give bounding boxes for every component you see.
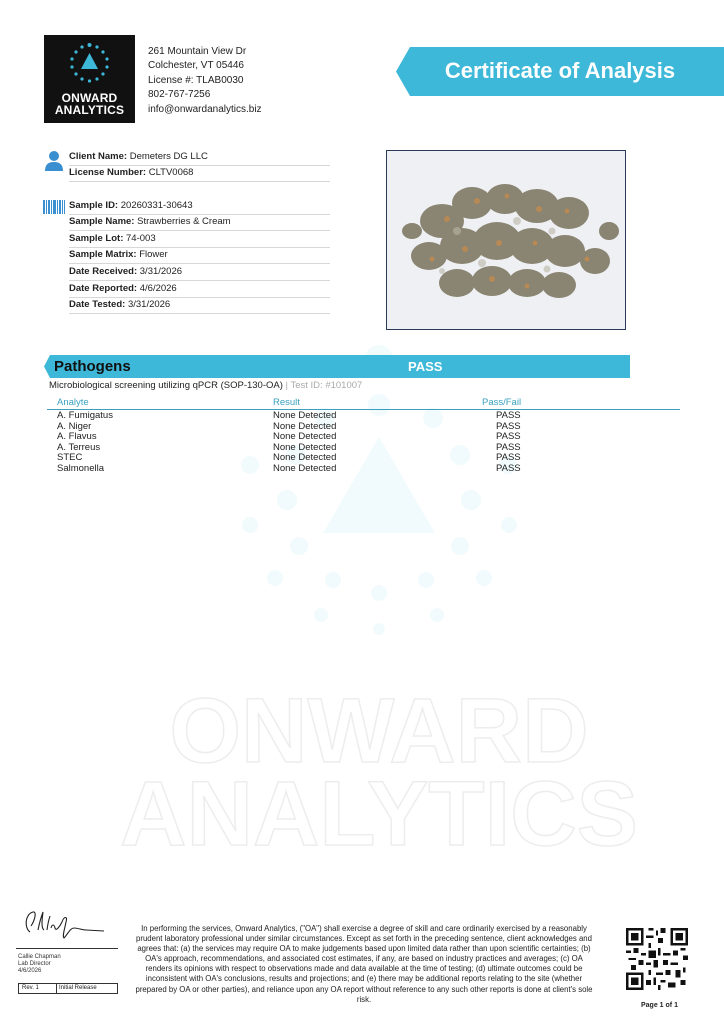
signer-date: 4/6/2026 bbox=[18, 968, 42, 975]
sample-photo bbox=[386, 150, 626, 330]
date-received-row: Date Received: 3/31/2026 bbox=[69, 264, 330, 281]
date-reported-row: Date Reported: 4/6/2026 bbox=[69, 281, 330, 298]
test-id: Test ID: #101007 bbox=[290, 380, 363, 391]
phone: 802-767-7256 bbox=[148, 89, 211, 101]
revision-box bbox=[18, 983, 118, 994]
signer-name: Callie Chapman bbox=[18, 954, 61, 960]
signature bbox=[16, 906, 116, 942]
table-row: A. Fumigatus None Detected PASS bbox=[57, 410, 521, 421]
sample-lot-row: Sample Lot: 74-003 bbox=[69, 231, 330, 248]
signature-line bbox=[16, 948, 118, 949]
header-divider bbox=[47, 409, 680, 410]
email-link[interactable]: info@onwardanalytics.biz bbox=[148, 103, 262, 115]
company-address bbox=[148, 45, 262, 117]
col-header-pass-fail: Pass/Fail bbox=[482, 397, 522, 408]
revision-note: Initial Release bbox=[59, 985, 97, 991]
col-header-analyte: Analyte bbox=[57, 397, 89, 408]
pathogens-banner bbox=[44, 355, 630, 378]
watermark-line2: ANALYTICS bbox=[120, 763, 638, 865]
pathogens-title: Pathogens bbox=[54, 358, 131, 375]
revision-number: Rev. 1 bbox=[22, 985, 39, 991]
page-number: Page 1 of 1 bbox=[641, 1002, 678, 1009]
barcode-icon bbox=[43, 200, 65, 214]
client-name-row: Client Name: Demeters DG LLC bbox=[69, 149, 330, 166]
table-row: A. Flavus None Detected PASS bbox=[57, 431, 521, 442]
table-row: A. Terreus None Detected PASS bbox=[57, 441, 521, 453]
pathogens-status: PASS bbox=[408, 359, 443, 374]
pathogens-method: Microbiological screening utilizing qPCR (SOP-130-OA) | Test ID: #101007 bbox=[49, 380, 363, 391]
table-row: A. Niger None Detected PASS bbox=[57, 420, 521, 432]
address-line1: 261 Mountain View Dr bbox=[148, 46, 247, 57]
signer-title: Lab Director bbox=[18, 961, 51, 968]
watermark-line1: ONWARD bbox=[169, 680, 589, 782]
sample-name-row: Sample Name: Strawberries & Cream bbox=[69, 214, 330, 231]
person-icon bbox=[44, 150, 64, 172]
logo-wordmark: ONWARD ANALYTICS bbox=[54, 91, 125, 117]
signer-block bbox=[18, 954, 61, 976]
lab-license: License #: TLAB0030 bbox=[148, 74, 244, 86]
col-header-result: Result bbox=[273, 397, 300, 408]
page-title: Certificate of Analysis bbox=[444, 58, 676, 83]
sample-matrix-row: Sample Matrix: Flower bbox=[69, 247, 330, 264]
date-tested-row: Date Tested: 3/31/2026 bbox=[69, 297, 330, 314]
logo-mark-icon bbox=[44, 35, 135, 95]
qr-code[interactable] bbox=[626, 928, 688, 990]
client-license-row: License Number: CLTV0068 bbox=[69, 165, 330, 182]
disclaimer-text: In performing the services, Onward Analytics, ("OA") shall exercise a degree of skill and care ordinarily exercised by a reasonably prudent laboratory professional under similar circumstances. Except as set forth in the preceding sentence, client acknowledges and agrees that: (a) the services may require OA to make judgements based upon limited data rather than upon scientific certainties; (b) OA's approach, recommendations, and associated cost estimates, if any, are based on industry practices and averages; (c) OA renders its opinions with respect to observations made and data available at the time of testing; (d) ultimate outcomes could be inconsistent with OA's conclusions, results and projections; and (e) there may be additional reports relating to the site (whether prepared by OA or other parties), and reliance upon any OA report without reference to any such other reports is done at client's sole risk. bbox=[135, 924, 593, 1004]
address-line2: Colchester, VT 05446 bbox=[148, 60, 244, 72]
table-row: STEC None Detected PASS bbox=[57, 452, 521, 463]
sample-id-row: Sample ID: 20260331-30643 bbox=[69, 198, 330, 215]
table-row: Salmonella None Detected PASS bbox=[57, 462, 521, 474]
